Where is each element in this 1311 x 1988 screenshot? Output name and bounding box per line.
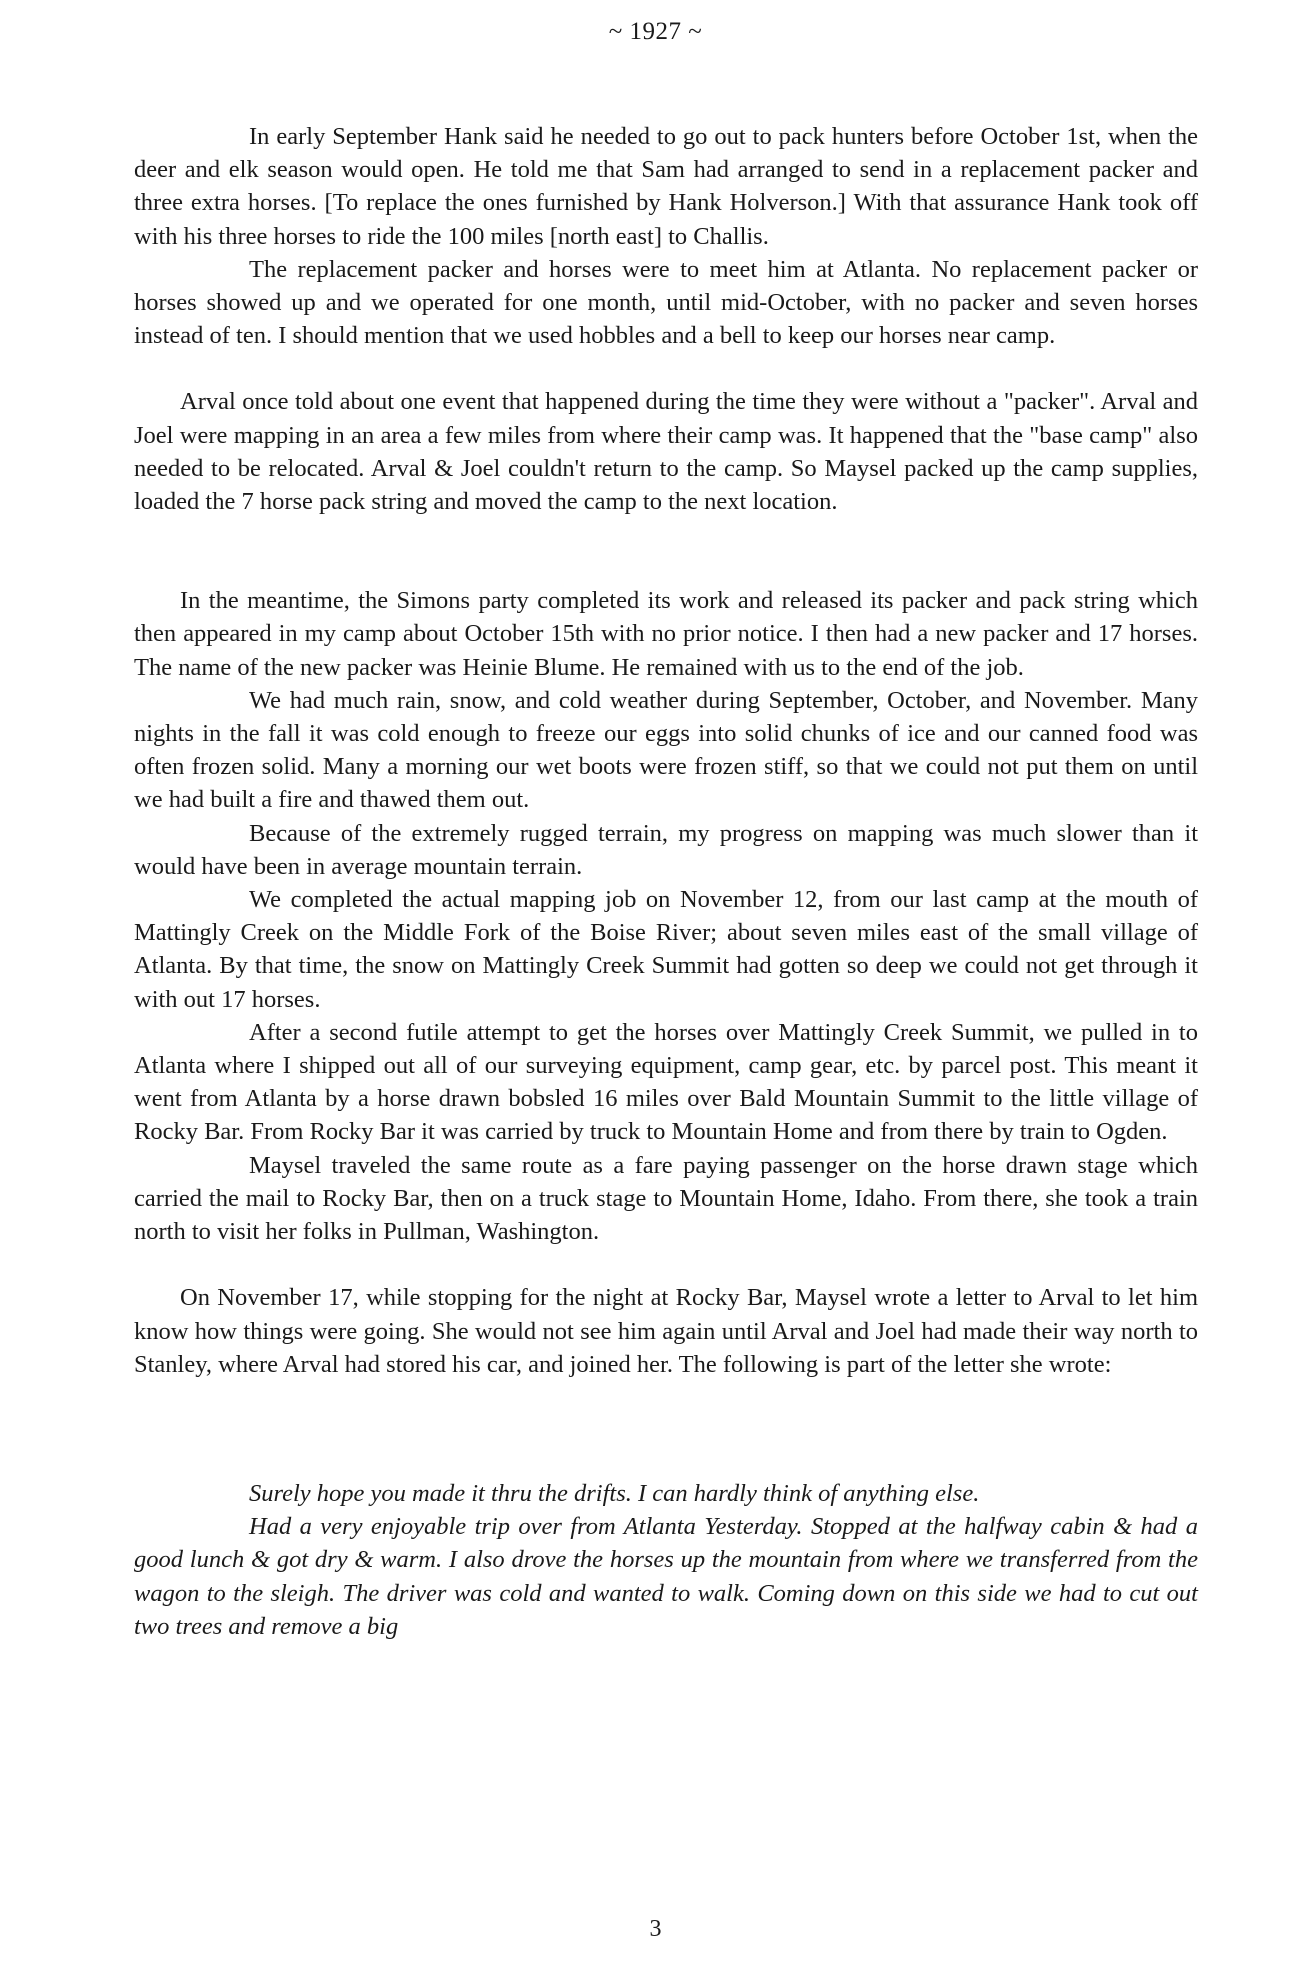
page-header: ~ 1927 ~ xyxy=(608,18,703,45)
letter-paragraph: Had a very enjoyable trip over from Atlanta Yesterday. Stopped at the halfway cabin & had a good lunch & got dry & warm. I also drove the horses up the mountain from where we transferred from the wagon to the sleigh. The driver was cold and wanted to walk. Coming down on this side we had to cut out two trees and remove a big xyxy=(134,1513,1198,1640)
letter-paragraph: Surely hope you made it thru the drifts. I can hardly think of anything else. xyxy=(249,1479,980,1507)
paragraph: Maysel traveled the same route as a fare paying passenger on the horse drawn stage which carried the mail to Rocky Bar, then on a truck stage to Mountain Home, Idaho. From there, she took a train north to visit her folks in Pullman, Washington. xyxy=(134,1151,1198,1246)
page-number: 3 xyxy=(649,1916,662,1942)
paragraph: Because of the extremely rugged terrain, my progress on mapping was much slower than it would have been in average mountain terrain. xyxy=(134,819,1198,880)
paragraph: We completed the actual mapping job on November 12, from our last camp at the mouth of Mattingly Creek on the Middle Fork of the Boise River; about seven miles east of the small village of Atlanta. By that time, the snow on Mattingly Creek Summit had gotten so deep we could not get through it with out 17 horses. xyxy=(134,886,1198,1013)
paragraph: On November 17, while stopping for the night at Rocky Bar, Maysel wrote a letter to Arval to let him know how things were going. She would not see him again until Arval and Joel had made their way north to Stanley, where Arval had stored his car, and joined her. The following is part of the letter she wrote: xyxy=(134,1284,1198,1378)
paragraph: In the meantime, the Simons party completed its work and released its packer and pack string which then appeared in my camp about October 15th with no prior notice. I then had a new packer and 17 horses. The name of the new packer was Heinie Blume. He remained with us to the end of the job. xyxy=(134,587,1198,681)
paragraph: The replacement packer and horses were to meet him at Atlanta. No replacement packer or horses showed up and we operated for one month, until mid-October, with no packer and seven horses instead of ten. I should mention that we used hobbles and a bell to keep our horses near camp. xyxy=(134,255,1198,350)
paragraph: We had much rain, snow, and cold weather during September, October, and November. Many nights in the fall it was cold enough to freeze our eggs into solid chunks of ice and our canned food was often frozen solid. Many a morning our wet boots were frozen stiff, so that we could not put them on until we had built a fire and thawed them out. xyxy=(134,686,1198,814)
paragraph: Arval once told about one event that happened during the time they were without a "packer". Arval and Joel were mapping in an area a few miles from where their camp was. It happened that the "base camp" also needed to be relocated. Arval & Joel couldn't return to the camp. So Maysel packed up the camp supplies, loaded the 7 horse pack string and moved the camp to the next location. xyxy=(134,388,1198,516)
body-text xyxy=(134,120,1198,1643)
paragraph: In early September Hank said he needed to go out to pack hunters before October 1st, when the deer and elk season would open. He told me that Sam had arranged to send in a replacement packer and three extra horses. [To replace the ones furnished by Hank Holverson.] With that assurance Hank took off with his three horses to ride the 100 miles [north east] to Challis. xyxy=(134,123,1198,250)
paragraph: After a second futile attempt to get the horses over Mattingly Creek Summit, we pulled in to Atlanta where I shipped out all of our surveying equipment, camp gear, etc. by parcel post. This meant it went from Atlanta by a horse drawn bobsled 16 miles over Bald Mountain Summit to the little village of Rocky Bar. From Rocky Bar it was carried by truck to Mountain Home and from there by train to Ogden. xyxy=(134,1018,1198,1146)
